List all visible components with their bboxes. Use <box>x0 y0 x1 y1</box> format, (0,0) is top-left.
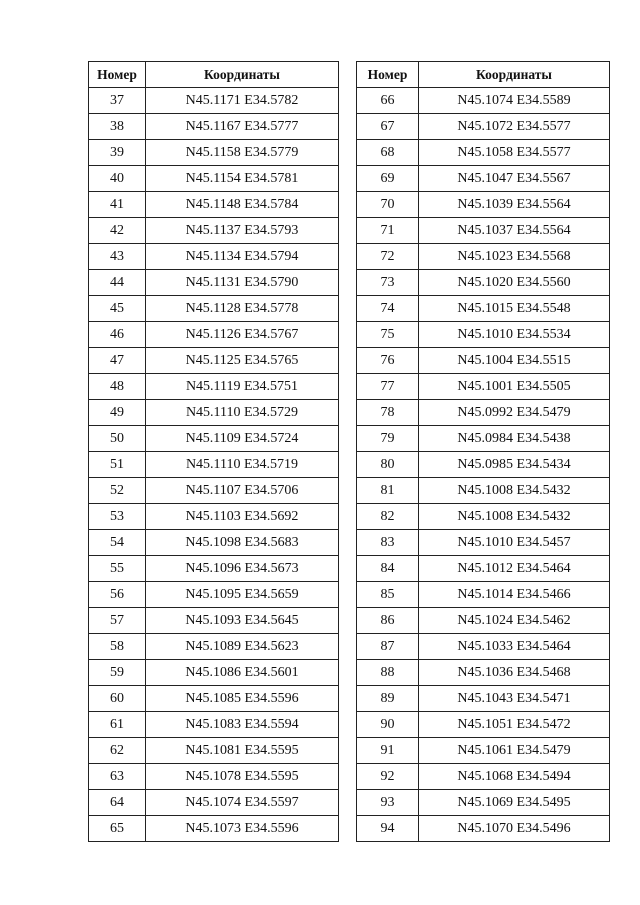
coordinates-cell: N45.1074 E34.5589 <box>419 88 610 114</box>
header-number: Номер <box>89 62 146 88</box>
point-number-cell: 37 <box>89 88 146 114</box>
point-number-cell: 81 <box>357 478 419 504</box>
point-number-cell: 87 <box>357 634 419 660</box>
point-number-cell: 85 <box>357 582 419 608</box>
table-row <box>89 764 339 790</box>
table-row <box>357 296 610 322</box>
point-number-cell: 47 <box>89 348 146 374</box>
point-number-cell: 70 <box>357 192 419 218</box>
coordinates-cell: N45.0984 E34.5438 <box>419 426 610 452</box>
header-coordinates: Координаты <box>146 62 339 88</box>
header-coordinates: Координаты <box>419 62 610 88</box>
coordinates-cell: N45.1078 E34.5595 <box>146 764 339 790</box>
point-number-cell: 64 <box>89 790 146 816</box>
point-number-cell: 91 <box>357 738 419 764</box>
coordinates-cell: N45.1033 E34.5464 <box>419 634 610 660</box>
table-row <box>89 478 339 504</box>
table-row <box>89 218 339 244</box>
table-row <box>89 270 339 296</box>
coordinates-cell: N45.1051 E34.5472 <box>419 712 610 738</box>
point-number-cell: 93 <box>357 790 419 816</box>
coordinates-cell: N45.1004 E34.5515 <box>419 348 610 374</box>
coordinates-cell: N45.1148 E34.5784 <box>146 192 339 218</box>
point-number-cell: 54 <box>89 530 146 556</box>
table-row <box>89 114 339 140</box>
point-number-cell: 86 <box>357 608 419 634</box>
coordinates-cell: N45.1024 E34.5462 <box>419 608 610 634</box>
table-row <box>357 738 610 764</box>
point-number-cell: 41 <box>89 192 146 218</box>
table-row <box>89 452 339 478</box>
table-row <box>89 530 339 556</box>
coordinates-cell: N45.1058 E34.5577 <box>419 140 610 166</box>
coordinates-cell: N45.1134 E34.5794 <box>146 244 339 270</box>
table-row <box>89 192 339 218</box>
point-number-cell: 61 <box>89 712 146 738</box>
table-row <box>357 530 610 556</box>
table-row <box>357 608 610 634</box>
table-row <box>357 426 610 452</box>
table-row <box>89 556 339 582</box>
table-row <box>89 582 339 608</box>
point-number-cell: 94 <box>357 816 419 842</box>
point-number-cell: 57 <box>89 608 146 634</box>
table-row <box>357 348 610 374</box>
point-number-cell: 69 <box>357 166 419 192</box>
table-row <box>357 88 610 114</box>
coordinates-cell: N45.0992 E34.5479 <box>419 400 610 426</box>
coordinates-table-right <box>356 61 610 842</box>
table-row <box>89 140 339 166</box>
point-number-cell: 39 <box>89 140 146 166</box>
table-row <box>357 140 610 166</box>
table-row <box>89 88 339 114</box>
point-number-cell: 42 <box>89 218 146 244</box>
coordinates-cell: N45.1103 E34.5692 <box>146 504 339 530</box>
coordinates-cell: N45.1125 E34.5765 <box>146 348 339 374</box>
point-number-cell: 48 <box>89 374 146 400</box>
table-row <box>357 816 610 842</box>
table-row <box>357 400 610 426</box>
point-number-cell: 67 <box>357 114 419 140</box>
coordinates-cell: N45.1069 E34.5495 <box>419 790 610 816</box>
coordinates-cell: N45.1119 E34.5751 <box>146 374 339 400</box>
table-row <box>357 634 610 660</box>
coordinates-cell: N45.1096 E34.5673 <box>146 556 339 582</box>
table-row <box>89 348 339 374</box>
coordinates-cell: N45.1072 E34.5577 <box>419 114 610 140</box>
point-number-cell: 89 <box>357 686 419 712</box>
coordinates-cell: N45.1158 E34.5779 <box>146 140 339 166</box>
point-number-cell: 56 <box>89 582 146 608</box>
point-number-cell: 44 <box>89 270 146 296</box>
table-row <box>89 608 339 634</box>
coordinates-cell: N45.1110 E34.5729 <box>146 400 339 426</box>
point-number-cell: 38 <box>89 114 146 140</box>
coordinates-cell: N45.1010 E34.5534 <box>419 322 610 348</box>
coordinates-cell: N45.1107 E34.5706 <box>146 478 339 504</box>
point-number-cell: 83 <box>357 530 419 556</box>
coordinates-cell: N45.1037 E34.5564 <box>419 218 610 244</box>
point-number-cell: 90 <box>357 712 419 738</box>
point-number-cell: 51 <box>89 452 146 478</box>
point-number-cell: 65 <box>89 816 146 842</box>
coordinates-cell: N45.1095 E34.5659 <box>146 582 339 608</box>
table-row <box>89 712 339 738</box>
coordinates-cell: N45.1043 E34.5471 <box>419 686 610 712</box>
coordinates-cell: N45.0985 E34.5434 <box>419 452 610 478</box>
coordinates-cell: N45.1036 E34.5468 <box>419 660 610 686</box>
coordinates-cell: N45.1074 E34.5597 <box>146 790 339 816</box>
table-row <box>89 400 339 426</box>
point-number-cell: 46 <box>89 322 146 348</box>
coordinates-cell: N45.1020 E34.5560 <box>419 270 610 296</box>
table-row <box>89 790 339 816</box>
coordinates-cell: N45.1008 E34.5432 <box>419 478 610 504</box>
header-number: Номер <box>357 62 419 88</box>
coordinates-cell: N45.1023 E34.5568 <box>419 244 610 270</box>
point-number-cell: 72 <box>357 244 419 270</box>
coordinates-cell: N45.1012 E34.5464 <box>419 556 610 582</box>
table-row <box>357 504 610 530</box>
coordinates-table-left <box>88 61 339 842</box>
coordinates-cell: N45.1126 E34.5767 <box>146 322 339 348</box>
table-row <box>357 712 610 738</box>
table-row <box>89 660 339 686</box>
point-number-cell: 77 <box>357 374 419 400</box>
point-number-cell: 49 <box>89 400 146 426</box>
table-body-right <box>357 88 610 842</box>
point-number-cell: 80 <box>357 452 419 478</box>
coordinates-cell: N45.1068 E34.5494 <box>419 764 610 790</box>
point-number-cell: 78 <box>357 400 419 426</box>
table-row <box>89 166 339 192</box>
coordinates-cell: N45.1131 E34.5790 <box>146 270 339 296</box>
table-row <box>89 504 339 530</box>
point-number-cell: 40 <box>89 166 146 192</box>
table-row <box>357 790 610 816</box>
point-number-cell: 59 <box>89 660 146 686</box>
coordinates-cell: N45.1008 E34.5432 <box>419 504 610 530</box>
table-row <box>357 764 610 790</box>
coordinates-cell: N45.1086 E34.5601 <box>146 660 339 686</box>
point-number-cell: 53 <box>89 504 146 530</box>
point-number-cell: 52 <box>89 478 146 504</box>
table-row <box>357 270 610 296</box>
coordinates-cell: N45.1098 E34.5683 <box>146 530 339 556</box>
point-number-cell: 73 <box>357 270 419 296</box>
table-row <box>357 660 610 686</box>
point-number-cell: 71 <box>357 218 419 244</box>
point-number-cell: 84 <box>357 556 419 582</box>
table-row <box>357 244 610 270</box>
coordinates-cell: N45.1073 E34.5596 <box>146 816 339 842</box>
table-row <box>357 478 610 504</box>
point-number-cell: 50 <box>89 426 146 452</box>
table-row <box>89 322 339 348</box>
point-number-cell: 60 <box>89 686 146 712</box>
point-number-cell: 62 <box>89 738 146 764</box>
coordinates-cell: N45.1047 E34.5567 <box>419 166 610 192</box>
table-row <box>89 634 339 660</box>
coordinates-cell: N45.1109 E34.5724 <box>146 426 339 452</box>
table-row <box>89 296 339 322</box>
point-number-cell: 92 <box>357 764 419 790</box>
table-row <box>89 374 339 400</box>
coordinates-cell: N45.1014 E34.5466 <box>419 582 610 608</box>
coordinates-cell: N45.1015 E34.5548 <box>419 296 610 322</box>
point-number-cell: 82 <box>357 504 419 530</box>
table-row <box>357 166 610 192</box>
coordinates-cell: N45.1167 E34.5777 <box>146 114 339 140</box>
table-row <box>89 738 339 764</box>
coordinates-cell: N45.1171 E34.5782 <box>146 88 339 114</box>
table-row <box>357 686 610 712</box>
table-row <box>89 244 339 270</box>
table-body-left <box>89 88 339 842</box>
point-number-cell: 88 <box>357 660 419 686</box>
coordinates-cell: N45.1085 E34.5596 <box>146 686 339 712</box>
table-row <box>357 192 610 218</box>
point-number-cell: 79 <box>357 426 419 452</box>
coordinates-cell: N45.1039 E34.5564 <box>419 192 610 218</box>
point-number-cell: 68 <box>357 140 419 166</box>
coordinates-cell: N45.1110 E34.5719 <box>146 452 339 478</box>
point-number-cell: 55 <box>89 556 146 582</box>
table-row <box>357 556 610 582</box>
coordinates-cell: N45.1083 E34.5594 <box>146 712 339 738</box>
point-number-cell: 66 <box>357 88 419 114</box>
point-number-cell: 76 <box>357 348 419 374</box>
coordinates-cell: N45.1089 E34.5623 <box>146 634 339 660</box>
table-row <box>89 686 339 712</box>
coordinates-cell: N45.1093 E34.5645 <box>146 608 339 634</box>
coordinates-cell: N45.1128 E34.5778 <box>146 296 339 322</box>
point-number-cell: 43 <box>89 244 146 270</box>
point-number-cell: 63 <box>89 764 146 790</box>
coordinates-cell: N45.1154 E34.5781 <box>146 166 339 192</box>
point-number-cell: 45 <box>89 296 146 322</box>
table-row <box>357 218 610 244</box>
point-number-cell: 75 <box>357 322 419 348</box>
table-row <box>357 114 610 140</box>
point-number-cell: 58 <box>89 634 146 660</box>
table-row <box>357 374 610 400</box>
coordinates-cell: N45.1061 E34.5479 <box>419 738 610 764</box>
coordinates-cell: N45.1137 E34.5793 <box>146 218 339 244</box>
table-row <box>89 426 339 452</box>
table-row <box>357 322 610 348</box>
table-header-row <box>89 62 339 88</box>
table-row <box>357 452 610 478</box>
table-row <box>89 816 339 842</box>
coordinates-cell: N45.1001 E34.5505 <box>419 374 610 400</box>
coordinates-cell: N45.1081 E34.5595 <box>146 738 339 764</box>
coordinates-cell: N45.1010 E34.5457 <box>419 530 610 556</box>
table-row <box>357 582 610 608</box>
coordinates-cell: N45.1070 E34.5496 <box>419 816 610 842</box>
table-header-row <box>357 62 610 88</box>
point-number-cell: 74 <box>357 296 419 322</box>
